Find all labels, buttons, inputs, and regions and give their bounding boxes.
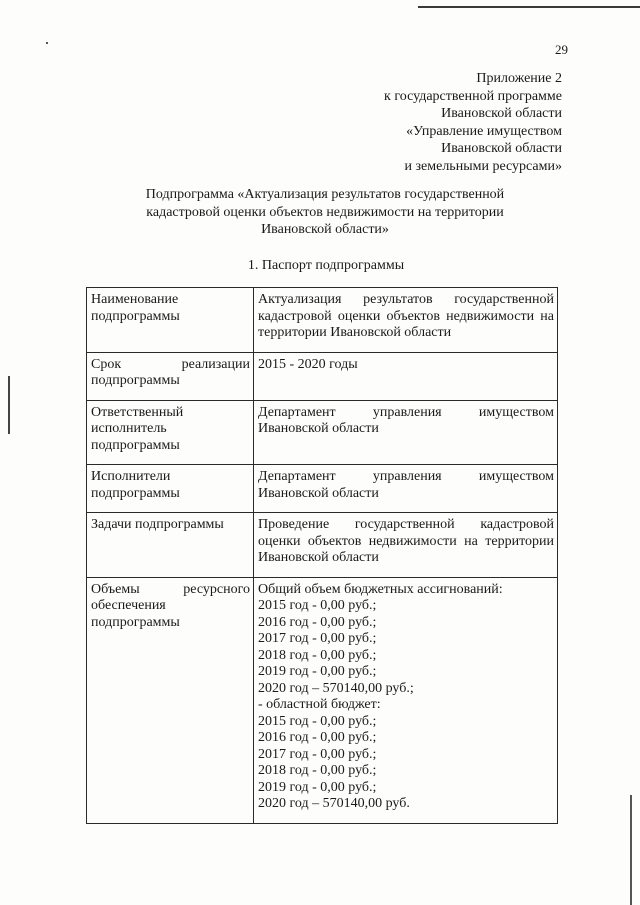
subprogram-title — [100, 186, 550, 239]
scan-speck — [46, 42, 48, 44]
annex-block — [384, 70, 562, 175]
row-value: Проведение государственной кадастровой оценки объектов недвижимости на территории Ивановской области — [254, 513, 558, 578]
funding-line: Общий объем бюджетных ассигнований: — [258, 581, 503, 597]
scan-top-rule — [418, 6, 640, 8]
row-label: Наименование подпрограммы — [87, 288, 254, 353]
passport-heading: 1. Паспорт подпрограммы — [247, 258, 405, 273]
row-label: Исполнители подпрограммы — [87, 465, 254, 513]
funding-line: 2016 год - 0,00 руб.; — [258, 614, 377, 630]
row-value: Департамент управления имуществом Ивановской области — [254, 400, 558, 465]
subprogram-title-line: Подпрограмма «Актуализация результатов государственной — [145, 187, 505, 202]
table-row — [87, 513, 558, 578]
row-label: Задачи подпрограммы — [87, 513, 254, 578]
funding-line: 2020 год – 570140,00 руб. — [258, 796, 410, 811]
row-value: 2015 - 2020 годы — [254, 352, 558, 400]
funding-line: 2018 год - 0,00 руб.; — [258, 763, 377, 778]
subprogram-title-line: кадастровой оценки объектов недвижимости на территории — [146, 204, 504, 220]
annex-line: Ивановской области — [441, 141, 562, 156]
funding-line: 2017 год - 0,00 руб.; — [258, 631, 377, 646]
annex-line: «Управление имуществом — [406, 123, 562, 139]
annex-line: и земельными ресурсами» — [404, 158, 562, 174]
scan-edge-line — [630, 795, 632, 905]
funding-line: 2018 год - 0,00 руб.; — [258, 647, 377, 663]
funding-line: 2019 год - 0,00 руб.; — [258, 779, 377, 795]
passport-table — [86, 287, 558, 824]
table-row — [87, 288, 558, 353]
funding-line: 2015 год - 0,00 руб.; — [258, 713, 377, 729]
row-label: Срок реализации подпрограммы — [87, 352, 254, 400]
funding-line: 2017 год - 0,00 руб.; — [258, 746, 377, 762]
funding-line: 2019 год - 0,00 руб.; — [258, 664, 377, 679]
table-row — [87, 577, 558, 823]
row-label: Объемы ресурсного обеспечения подпрограммы — [87, 577, 254, 823]
funding-line: 2015 год - 0,00 руб.; — [258, 598, 377, 613]
annex-line: Ивановской области — [441, 106, 562, 121]
funding-line: 2016 год - 0,00 руб.; — [258, 730, 377, 745]
funding-list — [254, 577, 558, 823]
table-row — [87, 352, 558, 400]
funding-line: 2020 год – 570140,00 руб.; — [258, 680, 414, 696]
table-row — [87, 400, 558, 465]
row-value: Департамент управления имуществом Ивановской области — [254, 465, 558, 513]
funding-line: - областной бюджет: — [258, 697, 381, 712]
scan-margin-mark — [8, 376, 10, 434]
annex-line: к государственной программе — [384, 88, 562, 104]
annex-line: Приложение 2 — [476, 71, 562, 86]
table-row — [87, 465, 558, 513]
row-value: Актуализация результатов государственной кадастровой оценки объектов недвижимости на территории Ивановской области — [254, 288, 558, 353]
row-label: Ответственный исполнитель подпрограммы — [87, 400, 254, 465]
page-number: 29 — [555, 42, 568, 57]
subprogram-title-line: Ивановской области» — [261, 222, 389, 237]
